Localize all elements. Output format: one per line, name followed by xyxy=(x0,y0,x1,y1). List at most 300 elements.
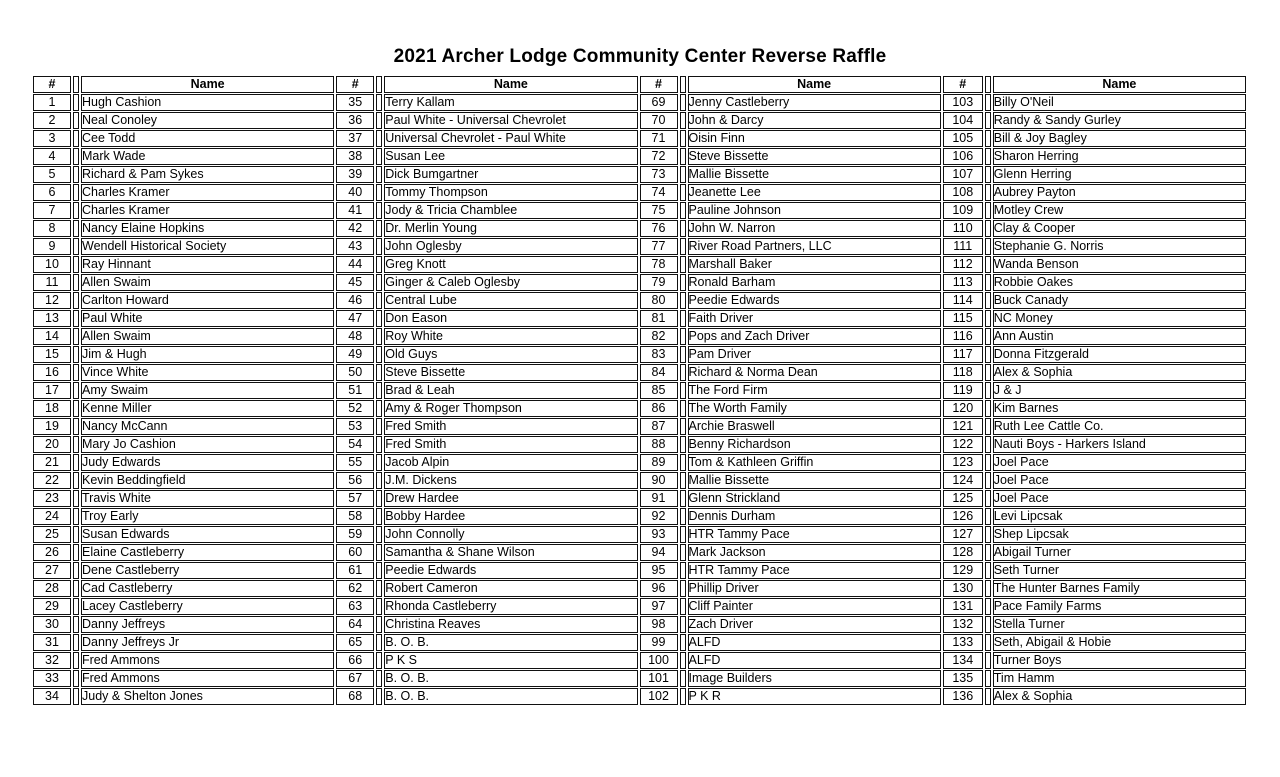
spacer-cell xyxy=(376,256,382,273)
entry-number-cell: 85 xyxy=(640,382,678,399)
entry-number-cell: 128 xyxy=(943,544,983,561)
entry-name-cell: Susan Edwards xyxy=(81,526,334,543)
table-row xyxy=(33,148,1246,165)
entry-name-cell: Stephanie G. Norris xyxy=(993,238,1246,255)
entry-number-cell: 114 xyxy=(943,292,983,309)
entry-number-cell: 72 xyxy=(640,148,678,165)
entry-name-cell: Glenn Herring xyxy=(993,166,1246,183)
spacer-cell xyxy=(376,346,382,363)
table-row xyxy=(33,130,1246,147)
entry-name-cell: Troy Early xyxy=(81,508,334,525)
entry-number-cell: 2 xyxy=(33,112,71,129)
entry-number-cell: 108 xyxy=(943,184,983,201)
entry-number-cell: 29 xyxy=(33,598,71,615)
entry-name-cell: Glenn Strickland xyxy=(688,490,941,507)
spacer-cell xyxy=(985,688,991,705)
spacer-cell xyxy=(73,418,79,435)
spacer-cell xyxy=(376,292,382,309)
entry-name-cell: Image Builders xyxy=(688,670,941,687)
entry-name-cell: Vince White xyxy=(81,364,334,381)
spacer-cell xyxy=(73,580,79,597)
spacer-cell xyxy=(73,256,79,273)
spacer-cell xyxy=(376,112,382,129)
entry-number-cell: 70 xyxy=(640,112,678,129)
entry-number-cell: 120 xyxy=(943,400,983,417)
entry-number-cell: 83 xyxy=(640,346,678,363)
spacer-cell xyxy=(376,670,382,687)
entry-name-cell: Jenny Castleberry xyxy=(688,94,941,111)
spacer-cell xyxy=(680,634,686,651)
spacer-cell xyxy=(985,544,991,561)
spacer-cell xyxy=(73,112,79,129)
entry-number-cell: 106 xyxy=(943,148,983,165)
entry-number-cell: 82 xyxy=(640,328,678,345)
entry-name-cell: Cliff Painter xyxy=(688,598,941,615)
entry-number-cell: 35 xyxy=(336,94,374,111)
table-row xyxy=(33,364,1246,381)
entry-number-cell: 69 xyxy=(640,94,678,111)
entry-number-cell: 122 xyxy=(943,436,983,453)
entry-name-cell: Kim Barnes xyxy=(993,400,1246,417)
entry-name-cell: Allen Swaim xyxy=(81,328,334,345)
column-header-number: # xyxy=(33,76,71,93)
entry-name-cell: Hugh Cashion xyxy=(81,94,334,111)
entry-name-cell: Susan Lee xyxy=(384,148,637,165)
entry-name-cell: Amy Swaim xyxy=(81,382,334,399)
entry-name-cell: The Hunter Barnes Family xyxy=(993,580,1246,597)
entry-name-cell: Terry Kallam xyxy=(384,94,637,111)
entry-number-cell: 46 xyxy=(336,292,374,309)
spacer-cell xyxy=(73,274,79,291)
entry-name-cell: Benny Richardson xyxy=(688,436,941,453)
table-row xyxy=(33,634,1246,651)
table-row xyxy=(33,472,1246,489)
entry-name-cell: Peedie Edwards xyxy=(688,292,941,309)
entry-number-cell: 5 xyxy=(33,166,71,183)
spacer-cell xyxy=(985,238,991,255)
entry-name-cell: Clay & Cooper xyxy=(993,220,1246,237)
table-row xyxy=(33,490,1246,507)
spacer-cell xyxy=(73,526,79,543)
entry-number-cell: 32 xyxy=(33,652,71,669)
spacer-cell xyxy=(73,292,79,309)
entry-name-cell: Allen Swaim xyxy=(81,274,334,291)
column-header-name: Name xyxy=(688,76,941,93)
spacer-cell xyxy=(680,346,686,363)
entry-name-cell: Richard & Pam Sykes xyxy=(81,166,334,183)
spacer-cell xyxy=(680,382,686,399)
spacer-cell xyxy=(680,202,686,219)
spacer-cell xyxy=(985,580,991,597)
entry-number-cell: 117 xyxy=(943,346,983,363)
table-row xyxy=(33,382,1246,399)
entry-number-cell: 134 xyxy=(943,652,983,669)
spacer-cell xyxy=(680,598,686,615)
entry-number-cell: 33 xyxy=(33,670,71,687)
entry-name-cell: Alex & Sophia xyxy=(993,364,1246,381)
spacer-cell xyxy=(985,364,991,381)
entry-number-cell: 74 xyxy=(640,184,678,201)
spacer-cell xyxy=(73,544,79,561)
entry-number-cell: 92 xyxy=(640,508,678,525)
entry-number-cell: 56 xyxy=(336,472,374,489)
spacer-cell xyxy=(376,544,382,561)
entry-name-cell: Abigail Turner xyxy=(993,544,1246,561)
spacer-cell xyxy=(985,292,991,309)
spacer-cell xyxy=(376,184,382,201)
entry-number-cell: 3 xyxy=(33,130,71,147)
page-title: 2021 Archer Lodge Community Center Reverse Raffle xyxy=(393,46,887,67)
entry-number-cell: 39 xyxy=(336,166,374,183)
entry-number-cell: 17 xyxy=(33,382,71,399)
column-header-name: Name xyxy=(384,76,637,93)
spacer-cell xyxy=(376,364,382,381)
table-row xyxy=(33,436,1246,453)
spacer-cell xyxy=(376,418,382,435)
entry-number-cell: 93 xyxy=(640,526,678,543)
entry-name-cell: Cee Todd xyxy=(81,130,334,147)
entry-number-cell: 54 xyxy=(336,436,374,453)
entry-number-cell: 48 xyxy=(336,328,374,345)
entry-name-cell: Nancy McCann xyxy=(81,418,334,435)
entry-name-cell: B. O. B. xyxy=(384,634,637,651)
entry-name-cell: ALFD xyxy=(688,634,941,651)
spacer-cell xyxy=(985,526,991,543)
entry-number-cell: 14 xyxy=(33,328,71,345)
entry-name-cell: Old Guys xyxy=(384,346,637,363)
entry-number-cell: 50 xyxy=(336,364,374,381)
entry-number-cell: 110 xyxy=(943,220,983,237)
entry-name-cell: Judy Edwards xyxy=(81,454,334,471)
spacer-cell xyxy=(985,202,991,219)
entry-number-cell: 37 xyxy=(336,130,374,147)
entry-number-cell: 26 xyxy=(33,544,71,561)
header-row xyxy=(33,76,1246,93)
entry-number-cell: 11 xyxy=(33,274,71,291)
spacer-cell xyxy=(680,472,686,489)
spacer-cell xyxy=(680,490,686,507)
spacer-cell xyxy=(73,652,79,669)
spacer-cell xyxy=(376,148,382,165)
entry-name-cell: Central Lube xyxy=(384,292,637,309)
entry-name-cell: Joel Pace xyxy=(993,454,1246,471)
entry-number-cell: 19 xyxy=(33,418,71,435)
entry-name-cell: Jeanette Lee xyxy=(688,184,941,201)
spacer-cell xyxy=(985,130,991,147)
entry-name-cell: Paul White xyxy=(81,310,334,327)
entry-name-cell: Dick Bumgartner xyxy=(384,166,637,183)
entry-number-cell: 65 xyxy=(336,634,374,651)
entry-number-cell: 57 xyxy=(336,490,374,507)
entry-number-cell: 4 xyxy=(33,148,71,165)
entry-number-cell: 113 xyxy=(943,274,983,291)
entry-name-cell: P K R xyxy=(688,688,941,705)
entry-number-cell: 68 xyxy=(336,688,374,705)
entry-number-cell: 31 xyxy=(33,634,71,651)
entry-name-cell: Lacey Castleberry xyxy=(81,598,334,615)
entry-number-cell: 75 xyxy=(640,202,678,219)
entry-number-cell: 76 xyxy=(640,220,678,237)
spacer-cell xyxy=(985,184,991,201)
entry-name-cell: HTR Tammy Pace xyxy=(688,526,941,543)
entry-name-cell: Marshall Baker xyxy=(688,256,941,273)
entry-number-cell: 41 xyxy=(336,202,374,219)
entry-number-cell: 98 xyxy=(640,616,678,633)
entry-number-cell: 21 xyxy=(33,454,71,471)
table-row xyxy=(33,112,1246,129)
entry-name-cell: Mallie Bissette xyxy=(688,166,941,183)
entry-name-cell: River Road Partners, LLC xyxy=(688,238,941,255)
entry-number-cell: 77 xyxy=(640,238,678,255)
spacer-cell xyxy=(376,490,382,507)
spacer-cell xyxy=(680,454,686,471)
table-row xyxy=(33,688,1246,705)
spacer-cell xyxy=(376,688,382,705)
table-row xyxy=(33,94,1246,111)
entry-name-cell: John & Darcy xyxy=(688,112,941,129)
entry-number-cell: 131 xyxy=(943,598,983,615)
spacer-cell xyxy=(985,634,991,651)
entry-name-cell: Steve Bissette xyxy=(384,364,637,381)
entry-name-cell: Paul White - Universal Chevrolet xyxy=(384,112,637,129)
entry-name-cell: Bobby Hardee xyxy=(384,508,637,525)
entry-name-cell: Stella Turner xyxy=(993,616,1246,633)
spacer-cell xyxy=(680,310,686,327)
entry-name-cell: Joel Pace xyxy=(993,472,1246,489)
spacer-cell xyxy=(985,598,991,615)
entry-number-cell: 96 xyxy=(640,580,678,597)
entry-number-cell: 61 xyxy=(336,562,374,579)
entry-number-cell: 130 xyxy=(943,580,983,597)
entry-name-cell: Fred Smith xyxy=(384,418,637,435)
spacer-cell xyxy=(680,688,686,705)
spacer-cell xyxy=(680,184,686,201)
spacer-cell xyxy=(680,292,686,309)
spacer-cell xyxy=(985,256,991,273)
entry-name-cell: John W. Narron xyxy=(688,220,941,237)
entry-number-cell: 73 xyxy=(640,166,678,183)
spacer-cell xyxy=(376,220,382,237)
entry-number-cell: 25 xyxy=(33,526,71,543)
entry-name-cell: J.M. Dickens xyxy=(384,472,637,489)
entry-number-cell: 45 xyxy=(336,274,374,291)
entry-number-cell: 121 xyxy=(943,418,983,435)
entry-number-cell: 90 xyxy=(640,472,678,489)
entry-name-cell: Alex & Sophia xyxy=(993,688,1246,705)
table-row xyxy=(33,652,1246,669)
entry-number-cell: 60 xyxy=(336,544,374,561)
spacer-cell xyxy=(376,382,382,399)
entry-name-cell: Aubrey Payton xyxy=(993,184,1246,201)
entry-name-cell: HTR Tammy Pace xyxy=(688,562,941,579)
entry-number-cell: 99 xyxy=(640,634,678,651)
entry-number-cell: 51 xyxy=(336,382,374,399)
spacer-cell xyxy=(376,310,382,327)
entry-name-cell: Mary Jo Cashion xyxy=(81,436,334,453)
spacer-cell xyxy=(985,166,991,183)
entry-name-cell: The Worth Family xyxy=(688,400,941,417)
spacer-cell xyxy=(376,526,382,543)
spacer-cell xyxy=(376,598,382,615)
entry-name-cell: Mallie Bissette xyxy=(688,472,941,489)
entry-number-cell: 36 xyxy=(336,112,374,129)
entry-number-cell: 42 xyxy=(336,220,374,237)
spacer-cell xyxy=(680,94,686,111)
spacer-cell xyxy=(680,256,686,273)
spacer-cell xyxy=(73,148,79,165)
entry-name-cell: Levi Lipcsak xyxy=(993,508,1246,525)
spacer-cell xyxy=(680,274,686,291)
table-row xyxy=(33,256,1246,273)
entry-number-cell: 100 xyxy=(640,652,678,669)
entry-number-cell: 86 xyxy=(640,400,678,417)
table-row xyxy=(33,220,1246,237)
entry-name-cell: Mark Jackson xyxy=(688,544,941,561)
spacer-cell xyxy=(73,382,79,399)
entry-number-cell: 6 xyxy=(33,184,71,201)
entry-name-cell: Jody & Tricia Chamblee xyxy=(384,202,637,219)
entry-name-cell: Sharon Herring xyxy=(993,148,1246,165)
table-row xyxy=(33,670,1246,687)
entry-name-cell: Peedie Edwards xyxy=(384,562,637,579)
entry-number-cell: 94 xyxy=(640,544,678,561)
entry-number-cell: 101 xyxy=(640,670,678,687)
entry-name-cell: Tommy Thompson xyxy=(384,184,637,201)
spacer-header xyxy=(376,76,382,93)
spacer-cell xyxy=(680,400,686,417)
spacer-cell xyxy=(680,652,686,669)
entry-name-cell: Ann Austin xyxy=(993,328,1246,345)
spacer-cell xyxy=(73,94,79,111)
spacer-cell xyxy=(985,274,991,291)
spacer-cell xyxy=(73,616,79,633)
entry-name-cell: Pauline Johnson xyxy=(688,202,941,219)
entry-name-cell: Turner Boys xyxy=(993,652,1246,669)
spacer-cell xyxy=(680,580,686,597)
spacer-cell xyxy=(985,490,991,507)
spacer-cell xyxy=(680,364,686,381)
entry-name-cell: Kenne Miller xyxy=(81,400,334,417)
entry-number-cell: 58 xyxy=(336,508,374,525)
spacer-cell xyxy=(376,94,382,111)
table-row xyxy=(33,616,1246,633)
table-row xyxy=(33,238,1246,255)
entry-name-cell: Robbie Oakes xyxy=(993,274,1246,291)
entry-number-cell: 78 xyxy=(640,256,678,273)
entry-number-cell: 66 xyxy=(336,652,374,669)
entry-name-cell: Joel Pace xyxy=(993,490,1246,507)
entry-name-cell: Buck Canady xyxy=(993,292,1246,309)
entry-number-cell: 80 xyxy=(640,292,678,309)
entry-number-cell: 95 xyxy=(640,562,678,579)
spacer-cell xyxy=(376,508,382,525)
spacer-header xyxy=(73,76,79,93)
entry-name-cell: The Ford Firm xyxy=(688,382,941,399)
entry-name-cell: Ronald Barham xyxy=(688,274,941,291)
entry-number-cell: 59 xyxy=(336,526,374,543)
entry-name-cell: Charles Kramer xyxy=(81,184,334,201)
entry-name-cell: Ruth Lee Cattle Co. xyxy=(993,418,1246,435)
spacer-cell xyxy=(985,94,991,111)
spacer-cell xyxy=(680,508,686,525)
entry-name-cell: Billy O'Neil xyxy=(993,94,1246,111)
column-header-number: # xyxy=(336,76,374,93)
entry-name-cell: Steve Bissette xyxy=(688,148,941,165)
spacer-cell xyxy=(73,400,79,417)
table-row xyxy=(33,400,1246,417)
entry-number-cell: 81 xyxy=(640,310,678,327)
entry-number-cell: 16 xyxy=(33,364,71,381)
table-row xyxy=(33,562,1246,579)
entry-name-cell: Dr. Merlin Young xyxy=(384,220,637,237)
spacer-cell xyxy=(985,148,991,165)
table-row xyxy=(33,202,1246,219)
spacer-cell xyxy=(73,328,79,345)
entry-number-cell: 27 xyxy=(33,562,71,579)
entry-number-cell: 20 xyxy=(33,436,71,453)
entry-name-cell: Nauti Boys - Harkers Island xyxy=(993,436,1246,453)
entry-name-cell: Bill & Joy Bagley xyxy=(993,130,1246,147)
spacer-cell xyxy=(985,562,991,579)
entry-name-cell: Tim Hamm xyxy=(993,670,1246,687)
spacer-cell xyxy=(985,346,991,363)
entry-name-cell: Fred Ammons xyxy=(81,652,334,669)
entry-number-cell: 9 xyxy=(33,238,71,255)
column-header-number: # xyxy=(640,76,678,93)
entry-name-cell: Judy & Shelton Jones xyxy=(81,688,334,705)
table-row xyxy=(33,580,1246,597)
column-header-name: Name xyxy=(81,76,334,93)
spacer-header xyxy=(680,76,686,93)
spacer-cell xyxy=(985,472,991,489)
entry-name-cell: Brad & Leah xyxy=(384,382,637,399)
entry-name-cell: Seth Turner xyxy=(993,562,1246,579)
entry-name-cell: Ginger & Caleb Oglesby xyxy=(384,274,637,291)
spacer-cell xyxy=(680,526,686,543)
spacer-cell xyxy=(985,418,991,435)
entry-number-cell: 87 xyxy=(640,418,678,435)
entry-number-cell: 49 xyxy=(336,346,374,363)
raffle-table xyxy=(31,75,1248,706)
entry-name-cell: Greg Knott xyxy=(384,256,637,273)
entry-name-cell: Jacob Alpin xyxy=(384,454,637,471)
entry-name-cell: Jim & Hugh xyxy=(81,346,334,363)
entry-number-cell: 1 xyxy=(33,94,71,111)
entry-number-cell: 10 xyxy=(33,256,71,273)
entry-number-cell: 40 xyxy=(336,184,374,201)
spacer-cell xyxy=(73,670,79,687)
table-row xyxy=(33,508,1246,525)
table-row xyxy=(33,418,1246,435)
entry-number-cell: 53 xyxy=(336,418,374,435)
entry-number-cell: 22 xyxy=(33,472,71,489)
spacer-cell xyxy=(376,166,382,183)
spacer-cell xyxy=(985,670,991,687)
entry-name-cell: B. O. B. xyxy=(384,670,637,687)
spacer-cell xyxy=(680,670,686,687)
entry-name-cell: John Connolly xyxy=(384,526,637,543)
entry-number-cell: 18 xyxy=(33,400,71,417)
spacer-cell xyxy=(73,364,79,381)
spacer-cell xyxy=(985,328,991,345)
spacer-cell xyxy=(73,310,79,327)
entry-name-cell: Wanda Benson xyxy=(993,256,1246,273)
entry-name-cell: Mark Wade xyxy=(81,148,334,165)
entry-number-cell: 105 xyxy=(943,130,983,147)
table-row xyxy=(33,166,1246,183)
spacer-cell xyxy=(73,598,79,615)
entry-number-cell: 43 xyxy=(336,238,374,255)
